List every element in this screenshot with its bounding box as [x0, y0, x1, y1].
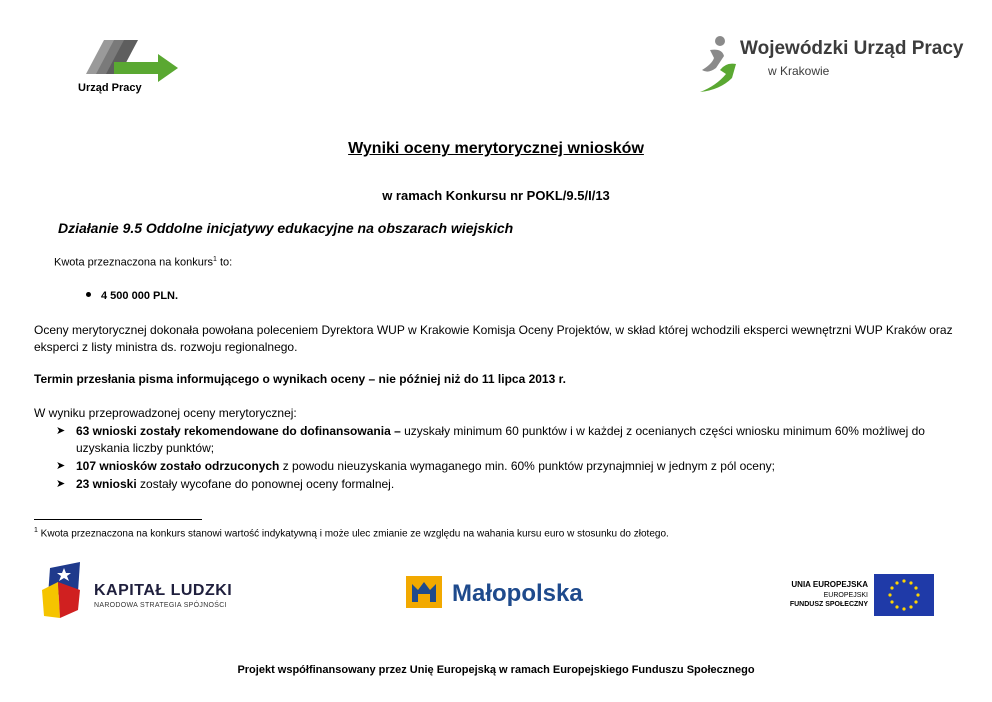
urzad-pracy-logo-icon	[74, 36, 184, 86]
result-item-withdrawn	[56, 476, 966, 493]
page-title: Wyniki oceny merytorycznej wniosków	[348, 140, 644, 157]
cofinancing-note: Projekt współfinansowany przez Unię Europejską w ramach Europejskiego Funduszu Społecznego	[237, 664, 755, 676]
arrow-bullet-icon: ➤	[56, 478, 66, 490]
amount-footnote-ref: 1	[212, 256, 217, 263]
eu-line-2: EUROPEJSKI	[823, 592, 868, 599]
malopolska-crest-icon	[404, 574, 444, 610]
malopolska-logo	[404, 574, 604, 614]
amount-label	[54, 256, 232, 269]
wup-figure-icon	[696, 34, 740, 94]
results-intro: W wyniku przeprowadzonej oceny merytorycznej:	[34, 406, 297, 420]
result-text: zostały wycofane do ponownej oceny formalnej.	[136, 477, 395, 491]
kapital-ludzki-icon	[40, 560, 90, 620]
malopolska-title: Małopolska	[452, 580, 583, 607]
action-heading: Działanie 9.5 Oddolne inicjatywy edukacyjne na obszarach wiejskich	[58, 220, 514, 236]
kapital-ludzki-title: KAPITAŁ LUDZKI	[94, 582, 233, 599]
footnote	[34, 527, 669, 539]
result-item-rejected	[56, 458, 966, 475]
evaluation-paragraph: Oceny merytorycznej dokonała powołana poleceniem Dyrektora WUP w Krakowie Komisja Oceny Projektów, w skład której wchodzili eksperci wewnętrzni WUP Kraków oraz eksperci z listy ministra ds. rozwoju regionalnego.	[34, 323, 953, 354]
bullet-dot-icon	[86, 292, 91, 297]
amount-item	[86, 290, 178, 302]
arrow-bullet-icon: ➤	[56, 460, 66, 472]
eu-line-3: FUNDUSZ SPOŁECZNY	[789, 601, 868, 608]
deadline-text: Termin przesłania pisma informującego o wynikach oceny – nie później niż do 11 lipca 2013 r.	[34, 372, 566, 386]
wup-logo	[696, 34, 986, 96]
amount-value: 4 500 000 PLN.	[101, 290, 179, 302]
eu-flag-icon	[874, 574, 934, 616]
contest-subtitle: w ramach Konkursu nr POKL/9.5/I/13	[382, 188, 610, 203]
footnote-divider	[34, 519, 202, 520]
eu-line-1: UNIA EUROPEJSKA	[791, 580, 868, 589]
footnote-number: 1	[34, 527, 38, 534]
eu-logo	[770, 574, 934, 618]
arrow-bullet-icon: ➤	[56, 425, 66, 437]
kapital-ludzki-subtitle: NARODOWA STRATEGIA SPÓJNOŚCI	[94, 602, 227, 609]
urzad-pracy-caption: Urząd Pracy	[78, 82, 142, 94]
footnote-text: Kwota przeznaczona na konkurs stanowi wartość indykatywną i może ulec zmianie ze względu na wahania kursu euro w stosunku do złotego.	[37, 528, 669, 540]
result-bold: 107 wniosków zostało odrzuconych	[76, 459, 280, 473]
urzad-pracy-logo	[74, 36, 184, 100]
result-bold: 23 wnioski	[76, 477, 137, 491]
amount-label-suffix: to:	[216, 256, 233, 269]
wup-logo-title: Wojewódzki Urząd Pracy	[740, 38, 964, 59]
kapital-ludzki-logo	[40, 560, 260, 620]
result-bold: 63 wnioski zostały rekomendowane do dofinansowania –	[76, 424, 401, 438]
wup-logo-subtitle: w Krakowie	[768, 64, 830, 78]
result-text: z powodu nieuzyskania wymaganego min. 60% punktów przynajmniej w jednym z pól oceny;	[279, 459, 775, 473]
amount-label-text: Kwota przeznaczona na konkurs	[54, 256, 213, 269]
result-item-recommended	[56, 423, 966, 457]
result-text: uzyskały minimum 60 punktów i w każdej z ocenianych części wniosku minimum 60% możliwej do uzyskania liczby punktów;	[76, 424, 925, 455]
